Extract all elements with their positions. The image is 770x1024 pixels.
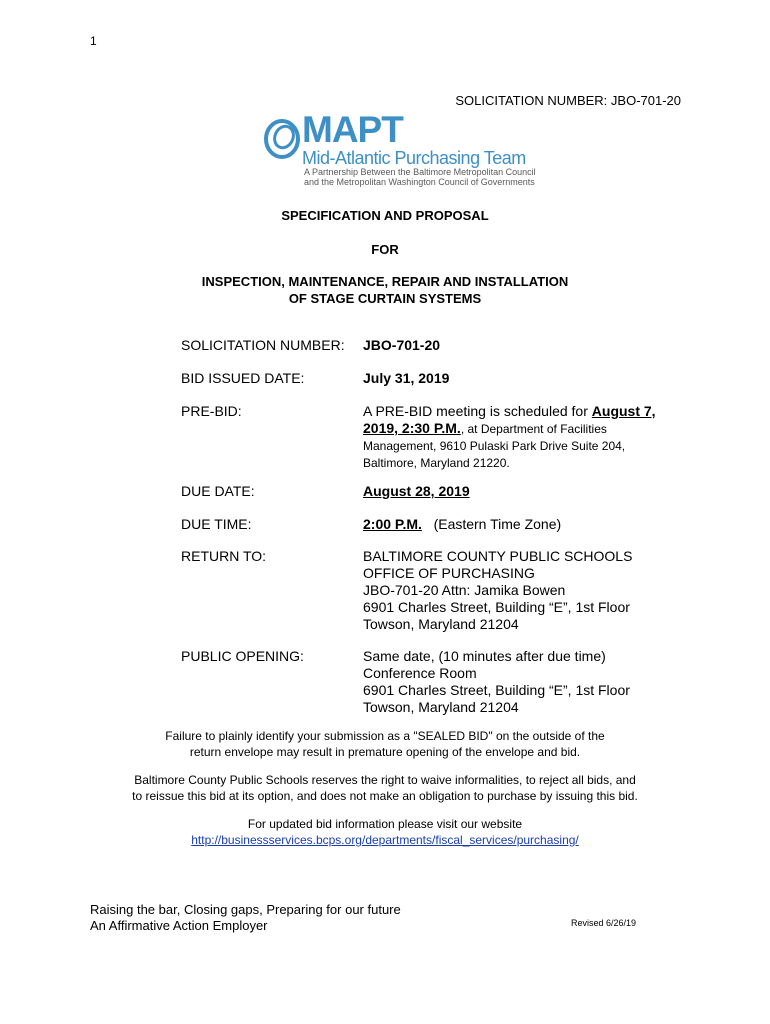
field-label: DUE DATE:	[181, 483, 255, 499]
mapt-swirl-icon	[262, 115, 304, 167]
opening-line: Conference Room	[363, 665, 477, 681]
mapt-logo	[262, 109, 536, 190]
pre-bid-details	[363, 403, 683, 472]
pre-bid-text-d: Baltimore, Maryland 21220.	[363, 456, 510, 470]
notice-line: For updated bid information please visit our website	[247, 817, 523, 831]
field-value: 2:00 P.M.	[363, 516, 422, 532]
header-solicitation-number: SOLICITATION NUMBER: JBO-701-20	[455, 93, 681, 108]
footer-employer: An Affirmative Action Employer	[90, 918, 268, 933]
field-value: August 28, 2019	[363, 483, 470, 499]
field-label: PUBLIC OPENING:	[181, 648, 304, 664]
logo-tagline-2: and the Metropolitan Washington Council of Governments	[304, 177, 535, 187]
rights-notice	[0, 772, 770, 804]
pre-bid-text-c: Management, 9610 Pulaski Park Drive Suite 204,	[363, 439, 626, 453]
purchasing-website-link[interactable]: http://businessservices.bcps.org/departments/fiscal_services/purchasing/	[191, 833, 579, 847]
pre-bid-text-b: , at Department of Facilities	[460, 422, 607, 436]
field-label: RETURN TO:	[181, 548, 267, 564]
title-line-4: OF STAGE CURTAIN SYSTEMS	[288, 291, 482, 306]
notice-line: Failure to plainly identify your submission as a "SEALED BID" on the outside of the	[165, 729, 605, 743]
logo-name: MAPT	[302, 109, 403, 150]
field-value: JBO-701-20	[363, 337, 441, 353]
notice-line: to reissue this bid at its option, and does not make an obligation to purchase by issuing this bid.	[132, 789, 638, 803]
updates-notice	[0, 816, 770, 848]
return-address	[363, 548, 663, 633]
field-value: July 31, 2019	[363, 370, 450, 386]
notice-line: Baltimore County Public Schools reserves the right to waive informalities, to reject all bids, and	[134, 773, 636, 787]
field-label: SOLICITATION NUMBER:	[181, 337, 345, 353]
address-line: JBO-701-20 Attn: Jamika Bowen	[363, 582, 566, 598]
pre-bid-text-a: A PRE-BID meeting is scheduled for	[363, 403, 592, 419]
title-line-2: FOR	[371, 242, 399, 257]
revised-date: Revised 6/26/19	[571, 918, 637, 928]
page-number: 1	[90, 34, 97, 48]
field-label: DUE TIME:	[181, 516, 252, 532]
title-line-3: INSPECTION, MAINTENANCE, REPAIR AND INSTALLATION	[201, 274, 569, 289]
opening-line: Towson, Maryland 21204	[363, 699, 519, 715]
field-label: BID ISSUED DATE:	[181, 370, 305, 386]
field-label: PRE-BID:	[181, 403, 242, 419]
title-line-1: SPECIFICATION AND PROPOSAL	[281, 208, 489, 223]
address-line: OFFICE OF PURCHASING	[363, 565, 535, 581]
logo-subtitle: Mid-Atlantic Purchasing Team	[302, 148, 526, 168]
address-line: 6901 Charles Street, Building “E”, 1st Floor	[363, 599, 630, 615]
opening-line: 6901 Charles Street, Building “E”, 1st Floor	[363, 682, 630, 698]
footer	[90, 902, 401, 934]
notice-line: return envelope may result in premature opening of the envelope and bid.	[189, 745, 581, 759]
title-subject	[0, 273, 770, 307]
address-line: BALTIMORE COUNTY PUBLIC SCHOOLS	[363, 548, 633, 564]
opening-details	[363, 648, 663, 716]
footer-slogan: Raising the bar, Closing gaps, Preparing for our future	[90, 902, 401, 917]
logo-tagline-1: A Partnership Between the Baltimore Metropolitan Council	[304, 167, 536, 177]
time-zone-note: (Eastern Time Zone)	[433, 516, 562, 532]
sealed-bid-notice	[0, 728, 770, 760]
due-time-value	[363, 516, 663, 533]
opening-line: Same date, (10 minutes after due time)	[363, 648, 606, 664]
pre-bid-date: August 7, 2019, 2:30 P.M.	[363, 403, 656, 436]
address-line: Towson, Maryland 21204	[363, 616, 519, 632]
